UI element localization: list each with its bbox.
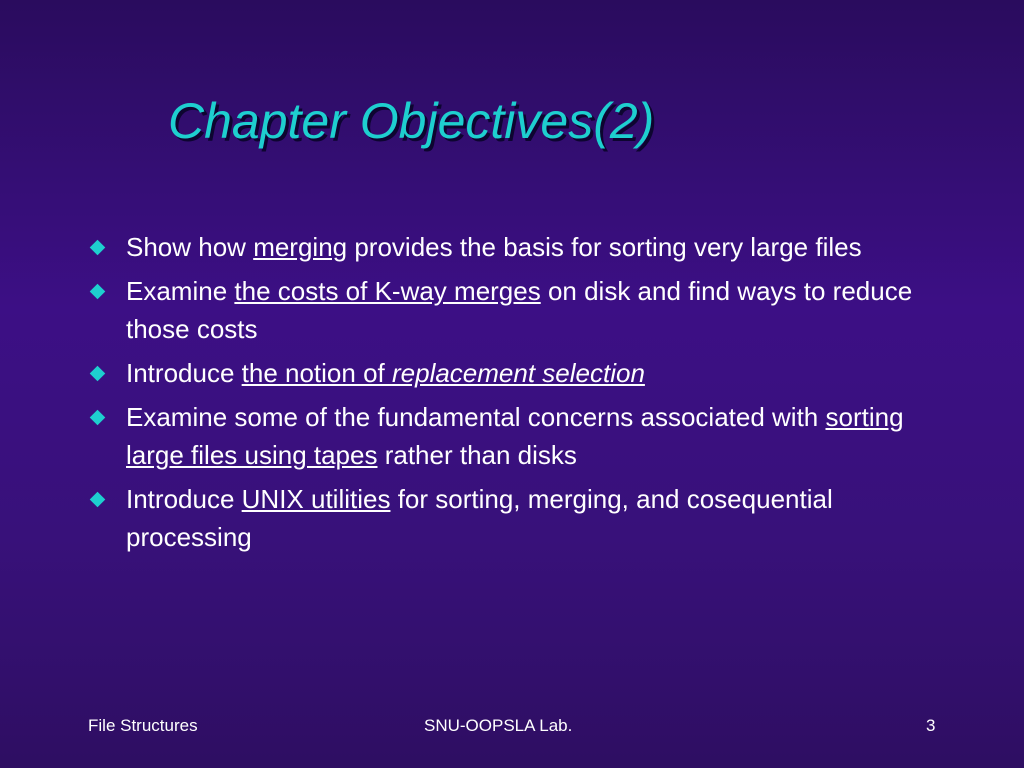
bullet-link-text: the notion of [241, 358, 392, 388]
bullet-text: Show how [126, 232, 254, 262]
bullet-text: Introduce [126, 358, 242, 388]
diamond-icon [90, 284, 106, 300]
footer-course-title: File Structures [88, 716, 198, 735]
diamond-icon [90, 492, 106, 508]
diamond-icon [90, 410, 106, 426]
bullet-list [90, 228, 950, 562]
bullet-item-tapes [90, 398, 950, 474]
bullet-text: on disk and find ways to reduce those costs [126, 276, 913, 344]
bullet-link-italic-text: replacement selection [391, 358, 645, 388]
bullet-link-replacement-selection[interactable] [242, 358, 645, 388]
bullet-text: provides the basis for sorting very large files [347, 232, 862, 262]
bullet-text: Examine [126, 276, 235, 306]
bullet-item-merging [90, 228, 950, 266]
bullet-link-kway-merges[interactable]: the costs of K-way merges [234, 276, 541, 306]
bullet-text: Introduce [126, 484, 242, 514]
bullet-link-merging[interactable]: merging [253, 232, 348, 262]
diamond-icon [90, 240, 106, 256]
bullet-text: for sorting, merging, and cosequential processing [126, 484, 833, 552]
slide-title: Chapter Objectives(2) [168, 93, 655, 149]
bullet-item-unix-utilities [90, 480, 950, 556]
bullet-link-unix-utilities[interactable]: UNIX utilities [241, 484, 391, 514]
bullet-item-replacement-selection [90, 354, 950, 392]
bullet-item-kway-merges [90, 272, 950, 348]
bullet-text: rather than disks [377, 440, 577, 470]
footer-lab-name: SNU-OOPSLA Lab. [424, 716, 573, 735]
bullet-text: Examine some of the fundamental concerns associated with [126, 402, 826, 432]
diamond-icon [90, 366, 106, 382]
bullet-link-tapes[interactable]: sorting large files using tapes [126, 402, 904, 470]
footer-page-number: 3 [926, 716, 936, 735]
